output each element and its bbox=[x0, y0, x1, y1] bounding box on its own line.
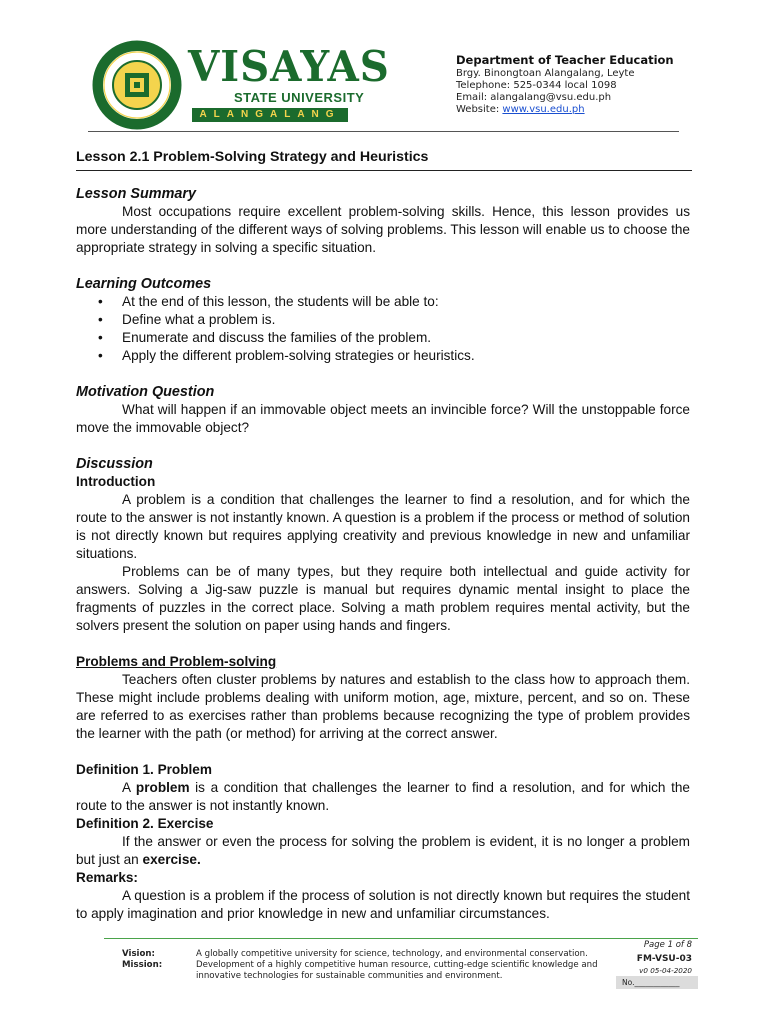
brand-subtitle: STATE UNIVERSITY bbox=[234, 90, 365, 105]
list-item: • At the end of this lesson, the students will be able to: bbox=[122, 293, 690, 311]
introduction-paragraph-1: A problem is a condition that challenges the learner to find a resolution, and for which the route to the answer is not instantly known. A question is a problem if the process or method of solution is not directly known but requires applying creativity and previous knowledge in new and unfamiliar situations. bbox=[76, 492, 690, 561]
vision-text: A globally competitive university for science, technology, and environmental conservation. bbox=[196, 949, 588, 959]
department-contact-block bbox=[456, 54, 674, 116]
definition-2-text bbox=[76, 833, 690, 869]
department-email: Email: alangalang@vsu.edu.ph bbox=[456, 92, 612, 103]
problems-and-problem-solving-text: Teachers often cluster problems by natures and establish to the class how to approach them. These might include problems dealing with uniform motion, age, mixture, percent, and so on. These are referred to as exercises rather than problems because recognizing the type of problem provides the learner with the path (or method) for arriving at the correct answer. bbox=[76, 672, 690, 741]
list-item: • Define what a problem is. bbox=[122, 311, 690, 329]
footer-document-info bbox=[618, 940, 692, 976]
document-number-box: No.____________ bbox=[616, 976, 698, 989]
page-number: Page 1 of 8 bbox=[643, 940, 692, 950]
website-label: Website: bbox=[456, 104, 503, 115]
motivation-question-text: What will happen if an immovable object meets an invincible force? Will the unstoppable force move the immovable object? bbox=[76, 402, 690, 435]
learning-outcomes-heading: Learning Outcomes bbox=[76, 276, 212, 292]
definition-2-term: exercise. bbox=[142, 852, 201, 867]
footer-labels bbox=[122, 949, 162, 971]
department-title: Department of Teacher Education bbox=[456, 53, 674, 67]
lesson-content bbox=[76, 145, 690, 923]
university-seal-logo bbox=[92, 40, 182, 130]
list-item: • Enumerate and discuss the families of the problem. bbox=[122, 329, 690, 347]
introduction-paragraph-2: Problems can be of many types, but they require both intellectual and guide activity for answers. Solving a Jig-saw puzzle is manual but requires dynamic mental insight to place the fragments of puzzles in the correct place. Solving a math problem requires mental activity, but the solvers present the solution on paper using hands and fingers. bbox=[76, 564, 690, 633]
department-website bbox=[456, 104, 674, 116]
header-divider bbox=[88, 131, 679, 132]
definition-1-text bbox=[76, 779, 690, 815]
remarks-heading: Remarks: bbox=[76, 870, 138, 885]
list-item: • Apply the different problem-solving strategies or heuristics. bbox=[122, 347, 690, 365]
definition-2-pre: If the answer or even the process for solving the problem is evident, it is no longer a problem but just an bbox=[76, 834, 690, 867]
footer-statements bbox=[196, 949, 616, 982]
form-code: FM-VSU-03 bbox=[636, 954, 692, 964]
brand-name: VISAYAS bbox=[188, 42, 390, 91]
introduction-heading: Introduction bbox=[76, 474, 156, 489]
website-link[interactable]: www.vsu.edu.ph bbox=[502, 104, 585, 115]
university-wordmark bbox=[188, 42, 398, 122]
form-version: v0 05-04-2020 bbox=[639, 966, 692, 975]
vision-label: Vision: bbox=[122, 949, 155, 959]
learning-outcomes-list bbox=[76, 293, 690, 365]
lesson-summary-text: Most occupations require excellent problem-solving skills. Hence, this lesson provides us more understanding of the different ways of solving problems. This lesson will enable us to choose the appropriate strategy in solving a specific situation. bbox=[76, 204, 690, 255]
problems-and-problem-solving-heading: Problems and Problem-solving bbox=[76, 654, 277, 669]
footer-divider bbox=[104, 938, 698, 939]
motivation-question-heading: Motivation Question bbox=[76, 384, 215, 400]
definition-1-term: problem bbox=[135, 780, 190, 795]
brand-campus-bar: ALANGALANG bbox=[192, 108, 348, 122]
lesson-title: Lesson 2.1 Problem-Solving Strategy and Heuristics bbox=[76, 149, 429, 165]
definition-2-heading: Definition 2. Exercise bbox=[76, 816, 214, 831]
definition-1-post: is a condition that challenges the learner to find a resolution, and for which the route to the answer is not instantly known. bbox=[76, 780, 690, 813]
definition-1-pre: A bbox=[122, 780, 136, 795]
mission-label: Mission: bbox=[122, 960, 163, 970]
discussion-heading: Discussion bbox=[76, 456, 153, 472]
mission-text: Development of a highly competitive human resource, cutting-edge scientific knowledge and innovative technologies for sustainable communities and environment. bbox=[196, 960, 598, 981]
department-telephone: Telephone: 525-0344 local 1098 bbox=[456, 80, 617, 91]
definition-1-heading: Definition 1. Problem bbox=[76, 762, 212, 777]
lesson-summary-heading: Lesson Summary bbox=[76, 186, 196, 202]
remarks-text: A question is a problem if the process of solution is not directly known but requires the student to apply imagination and prior knowledge in new and unfamiliar circumstances. bbox=[76, 888, 690, 921]
department-address: Brgy. Binongtoan Alangalang, Leyte bbox=[456, 68, 635, 79]
